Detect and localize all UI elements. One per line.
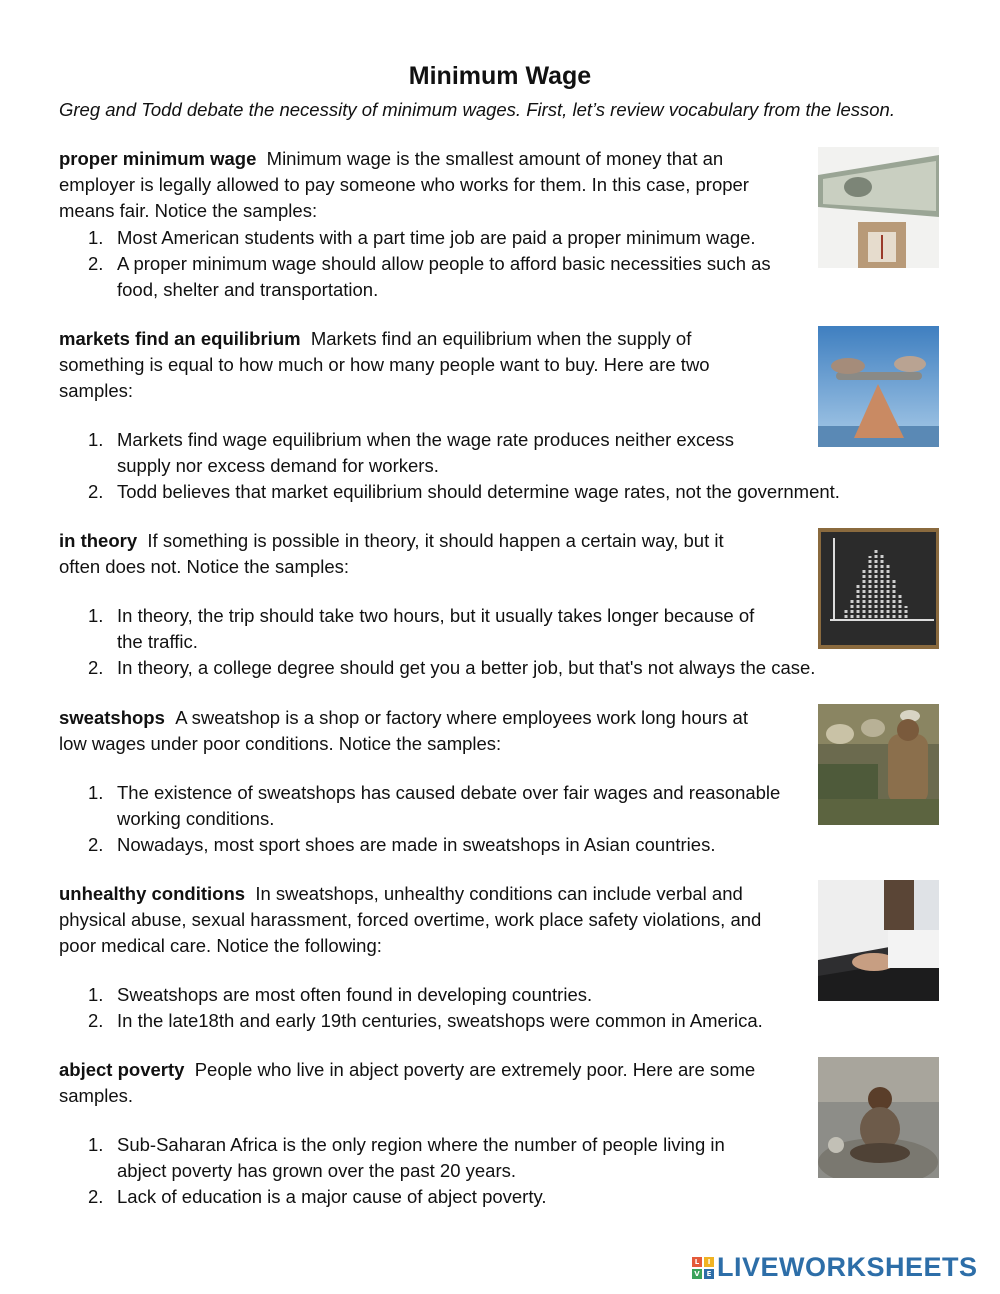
definition-line: sweatshops A sweatshop is a shop or factory where employees work long hours at [59,707,748,728]
liveworksheets-logo [692,1252,978,1283]
page-title: Minimum Wage [408,62,592,90]
term: markets find an equilibrium [59,328,301,349]
definition-line: samples: [59,380,134,401]
logo-text: LIVEWORKSHEETS [717,1252,978,1282]
definition-line: markets find an equilibrium Markets find an equilibrium when the supply of [59,328,692,349]
definition-line: something is equal to how much or how many people want to buy. Here are two [59,354,710,375]
term: proper minimum wage [59,148,257,169]
definition-line: often does not. Notice the samples: [59,556,350,577]
definition-line: employer is legally allowed to pay someone who works for them. In this case, proper [59,174,749,195]
term: unhealthy conditions [59,883,246,904]
typing-hands-image [818,880,939,1001]
definition-line: poor medical care. Notice the following: [59,935,382,956]
definition-line: physical abuse, sexual harassment, forced overtime, work place safety violations, and [59,909,762,930]
term: abject poverty [59,1059,185,1080]
definition-line: in theory If something is possible in theory, it should happen a certain way, but it [59,530,724,551]
definition-line: low wages under poor conditions. Notice the samples: [59,733,502,754]
term: sweatshops [59,707,165,728]
definition-line: means fair. Notice the samples: [59,200,318,221]
logo-badge-icon: L I V E [692,1257,714,1279]
balanced-stones-image [818,326,939,447]
poor-child-image [818,1057,939,1178]
definition-line: proper minimum wage Minimum wage is the smallest amount of money that an [59,148,724,169]
definition-line: samples. [59,1085,134,1106]
money-scale-image [818,147,939,268]
chalkboard-graph-image [818,528,939,649]
sweatshop-workers-image [818,704,939,825]
term: in theory [59,530,138,551]
definition-line: unhealthy conditions In sweatshops, unhealthy conditions can include verbal and [59,883,743,904]
definition-line: abject poverty People who live in abject poverty are extremely poor. Here are some [59,1059,756,1080]
page-subtitle: Greg and Todd debate the necessity of minimum wages. First, let’s review vocabulary from the lesson. [59,99,895,120]
